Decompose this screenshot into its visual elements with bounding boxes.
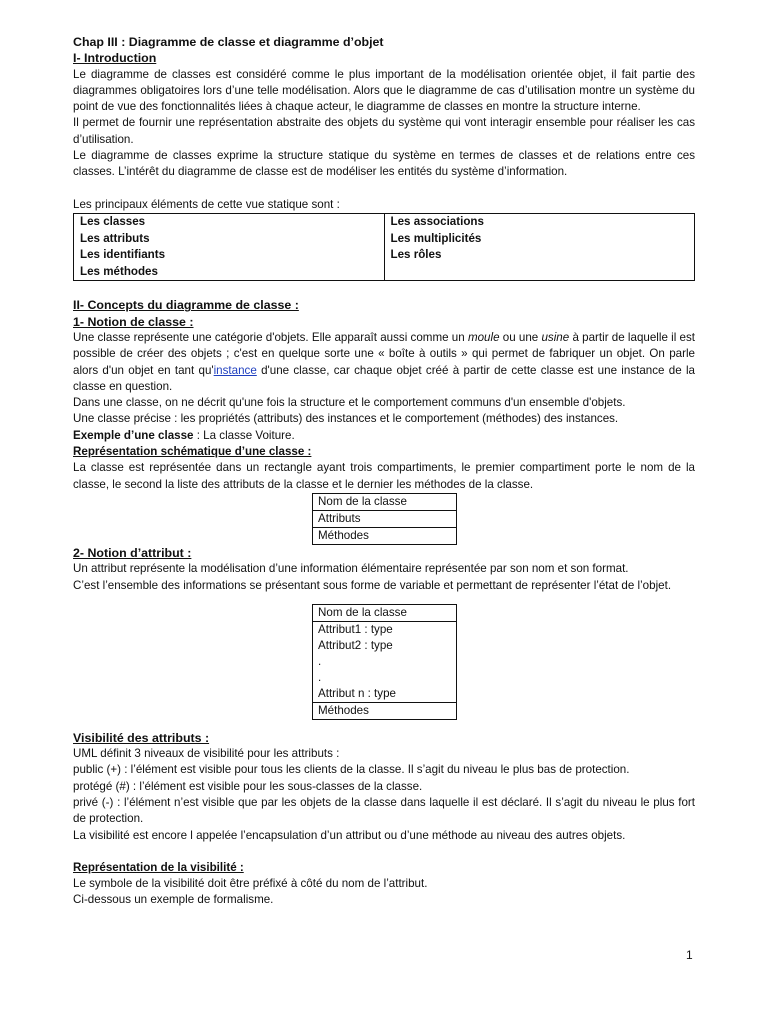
attribute-line: Attribut1 : type bbox=[318, 622, 393, 636]
class-paragraph-3: Une classe précise : les propriétés (attributs) des instances et le comportement (méthodes) des instances. bbox=[73, 412, 619, 426]
chapter-title: Chap III : Diagramme de classe et diagramme d’objet bbox=[73, 35, 384, 49]
element-item: Les attributs bbox=[80, 231, 150, 245]
element-item: Les classes bbox=[80, 214, 146, 228]
attribute-box-attributes bbox=[313, 621, 457, 702]
concepts-heading: II- Concepts du diagramme de classe : bbox=[73, 298, 299, 313]
attribute-box-name: Nom de la classe bbox=[313, 604, 457, 621]
visibility-line: UML définit 3 niveaux de visibilité pour les attributs : bbox=[73, 747, 340, 761]
instance-link[interactable]: instance bbox=[213, 363, 257, 377]
attribute-line: . bbox=[318, 670, 322, 684]
attribute-line: Attribut2 : type bbox=[318, 638, 393, 652]
intro-paragraph-1: Le diagramme de classes est considéré comme le plus important de la modélisation orientée objet, il fait partie des diagrammes obligatoires lors d’une telle modélisation. Alors que le diagramme de cas d’utilisation montre un système du point de vue des fonctionnalités liées à chaque acteur, le diagramme de classes en montre la structure interne. bbox=[73, 67, 695, 114]
class-paragraph-2: Dans une classe, on ne décrit qu'une fois la structure et le comportement communs d'un ensemble d'objets. bbox=[73, 396, 626, 410]
visibility-representation-heading: Représentation de la visibilité : bbox=[73, 860, 244, 874]
attribute-paragraph-2: C’est l’ensemble des informations se présentant sous forme de variable et permettant de représenter l’état de l’objet. bbox=[73, 578, 672, 592]
class-representation-text: La classe est représentée dans un rectangle ayant trois compartiments, le premier compartiment porte le nom de la classe, le second la liste des attributs de la classe et le dernier les méthodes de la classe. bbox=[73, 461, 695, 491]
visibility-line: privé (-) : l’élément n’est visible que par les objets de la classe dans laquelle il est déclaré. Il s’agit du niveau le plus fort de protection. bbox=[73, 795, 695, 826]
class-example: Exemple d’une classe : La classe Voiture. bbox=[73, 428, 295, 442]
elements-left-cell bbox=[74, 213, 385, 280]
visibility-heading: Visibilité des attributs : bbox=[73, 730, 210, 745]
attribute-line: . bbox=[318, 654, 322, 668]
visibility-representation-line: Ci-dessous un exemple de formalisme. bbox=[73, 893, 274, 907]
elements-table bbox=[73, 213, 695, 281]
visibility-line: La visibilité est encore l appelée l’encapsulation d’un attribut ou d’une méthode au niveau des autres objets. bbox=[73, 828, 626, 842]
page-number: 1 bbox=[686, 948, 693, 962]
class-box-attributes: Attributs bbox=[313, 510, 457, 527]
intro-paragraph-3: Le diagramme de classes exprime la structure statique du système en termes de classes et de relations entre ces classes. L’intérêt du diagramme de classe est de modéliser les entités du système d’information. bbox=[73, 149, 695, 179]
class-representation-heading: Représentation schématique d’une classe : bbox=[73, 445, 312, 459]
intro-heading: I- Introduction bbox=[73, 51, 157, 66]
element-item: Les multiplicités bbox=[390, 231, 482, 245]
elements-intro: Les principaux éléments de cette vue statique sont : bbox=[73, 197, 340, 211]
class-paragraph-1: Une classe représente une catégorie d'objets. Elle apparaît aussi comme un moule ou une usine à partir de laquelle il est possible de créer des objets ; c'est en quelque sorte une « boîte à outils » qui permet de fabriquer un objet. On parle alors d'un objet en tant qu'instance d'une classe, car chaque objet créé à partir de cette classe est une instance de la classe en question. bbox=[73, 330, 695, 393]
visibility-line: public (+) : l’élément est visible pour tous les clients de la classe. Il s’agit du niveau le plus bas de protection. bbox=[73, 763, 630, 777]
class-heading: 1- Notion de classe : bbox=[73, 314, 194, 329]
element-item: Les associations bbox=[390, 214, 484, 228]
intro-paragraph-2: Il permet de fournir une représentation abstraite des objets du système qui vont interagir ensemble pour réaliser les cas d’utilisation. bbox=[73, 116, 695, 146]
class-box-methods: Méthodes bbox=[313, 527, 457, 544]
attribute-box-diagram bbox=[312, 604, 457, 720]
class-box-diagram bbox=[312, 493, 457, 545]
element-item: Les identifiants bbox=[80, 248, 166, 262]
document-page bbox=[73, 34, 695, 909]
attribute-heading: 2- Notion d’attribut : bbox=[73, 545, 192, 560]
attribute-box-methods: Méthodes bbox=[313, 702, 457, 719]
attribute-line: Attribut n : type bbox=[318, 686, 396, 700]
visibility-line: protégé (#) : l’élément est visible pour les sous-classes de la classe. bbox=[73, 779, 423, 793]
visibility-representation-line: Le symbole de la visibilité doit être préfixé à côté du nom de l’attribut. bbox=[73, 877, 428, 891]
element-item: Les rôles bbox=[390, 248, 442, 262]
class-box-name: Nom de la classe bbox=[313, 493, 457, 510]
elements-right-cell bbox=[384, 213, 695, 280]
element-item: Les méthodes bbox=[80, 264, 158, 278]
attribute-paragraph-1: Un attribut représente la modélisation d’une information élémentaire représentée par son nom et son format. bbox=[73, 562, 629, 576]
